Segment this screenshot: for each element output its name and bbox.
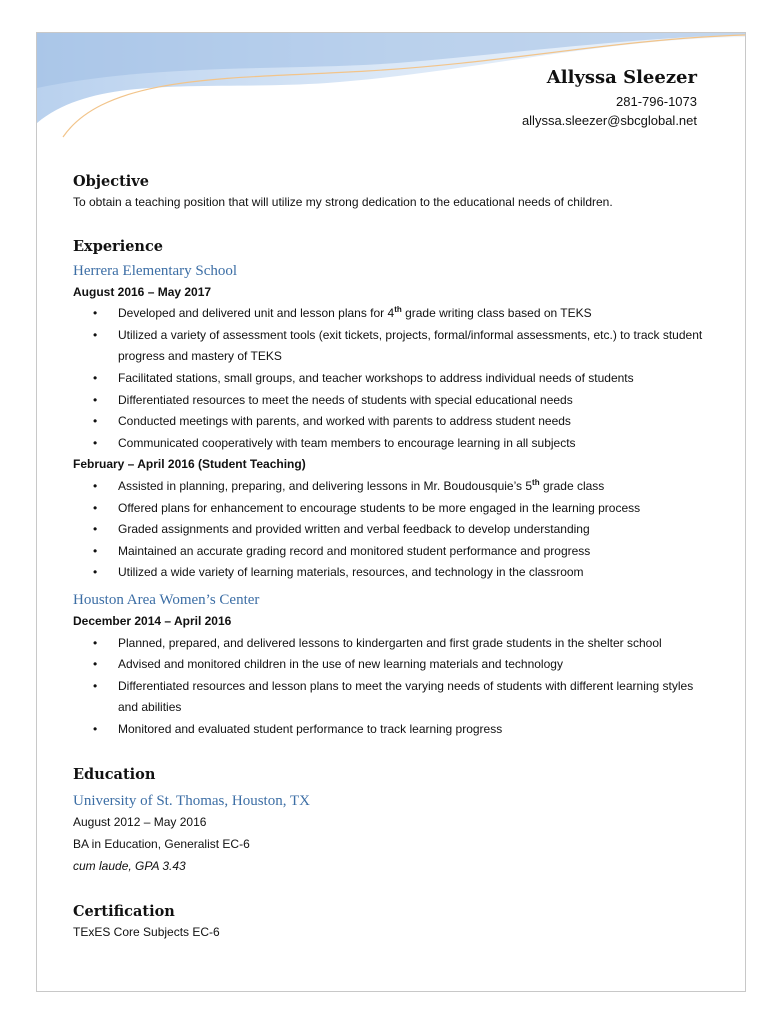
objective-section [73,173,713,214]
list-item: • Communicated cooperatively with team members to encourage learning in all subjects [73,433,713,455]
student-teaching-duties-list [73,476,713,584]
list-item: • Offered plans for enhancement to encourage students to be more engaged in the learning process [73,498,713,520]
list-item: • Developed and delivered unit and lesson plans for 4th grade writing class based on TEKS [73,303,713,325]
experience-section [73,238,713,741]
bullet-icon: • [93,522,98,537]
objective-text: To obtain a teaching position that will utilize my strong dedication to the educational needs of children. [73,195,613,209]
list-item: • Assisted in planning, preparing, and delivering lessons in Mr. Boudousquie’s 5th grade class [73,476,713,498]
email-address[interactable]: allyssa.sleezer@sbcglobal.net [521,113,697,128]
hawc-duties-list [73,633,713,741]
employer-houston-area-womens-center: Houston Area Women’s Center [73,591,260,608]
education-dates: August 2012 – May 2016 [73,815,207,830]
candidate-name: Allyssa Sleezer [546,67,697,88]
bullet-icon: • [93,657,98,672]
degree: BA in Education, Generalist EC-6 [73,837,250,852]
honors: cum laude, GPA 3.43 [73,858,186,873]
bullet-icon: • [93,478,98,493]
dates-hawc: December 2014 – April 2016 [73,613,232,628]
list-item: • Utilized a wide variety of learning materials, resources, and technology in the classroom [73,562,713,584]
section-heading-experience: Experience [73,237,164,255]
list-item: • Maintained an accurate grading record and monitored student performance and progress [73,541,713,563]
bullet-icon: • [93,414,98,429]
bullet-icon: • [93,306,98,321]
list-item: • Advised and monitored children in the use of new learning materials and technology [73,654,713,676]
contact-block [522,67,697,130]
list-item: • Facilitated stations, small groups, and teacher workshops to address individual needs of students [73,368,713,390]
list-item: • Utilized a variety of assessment tools (exit tickets, projects, formal/informal assessments, etc.) to track student progress and mastery of TEKS [73,325,713,368]
school-name: University of St. Thomas, Houston, TX [73,793,310,810]
bullet-icon: • [93,635,98,650]
bullet-icon: • [93,565,98,580]
list-item: • Differentiated resources and lesson plans to meet the varying needs of students with different learning styles and abilities [73,676,713,719]
education-section [73,766,713,877]
phone-number: 281-796-1073 [616,94,697,109]
certification-text: TExES Core Subjects EC-6 [73,925,220,940]
bullet-icon: • [93,370,98,385]
list-item: • Graded assignments and provided written and verbal feedback to develop understanding [73,519,713,541]
bullet-icon: • [93,392,98,407]
list-item: • Conducted meetings with parents, and worked with parents to address student needs [73,411,713,433]
section-heading-objective: Objective [73,173,149,190]
employer-herrera: Herrera Elementary School [73,262,238,279]
section-heading-certification: Certification [73,903,175,921]
bullet-icon: • [93,435,98,450]
list-item: • Planned, prepared, and delivered lessons to kindergarten and first grade students in the shelter school [73,633,713,655]
bullet-icon: • [93,327,98,342]
bullet-icon: • [93,500,98,515]
certification-section [73,903,713,944]
bullet-icon: • [93,678,98,693]
resume-page [36,32,746,992]
resume-content [73,173,713,944]
herrera-duties-list [73,303,713,454]
bullet-icon: • [93,721,98,736]
list-item: • Differentiated resources to meet the needs of students with special educational needs [73,390,713,412]
dates-student-teaching: February – April 2016 (Student Teaching) [73,457,306,472]
dates-herrera-2016-2017: August 2016 – May 2017 [73,284,212,299]
section-heading-education: Education [73,766,156,784]
bullet-icon: • [93,543,98,558]
list-item: • Monitored and evaluated student performance to track learning progress [73,719,713,741]
